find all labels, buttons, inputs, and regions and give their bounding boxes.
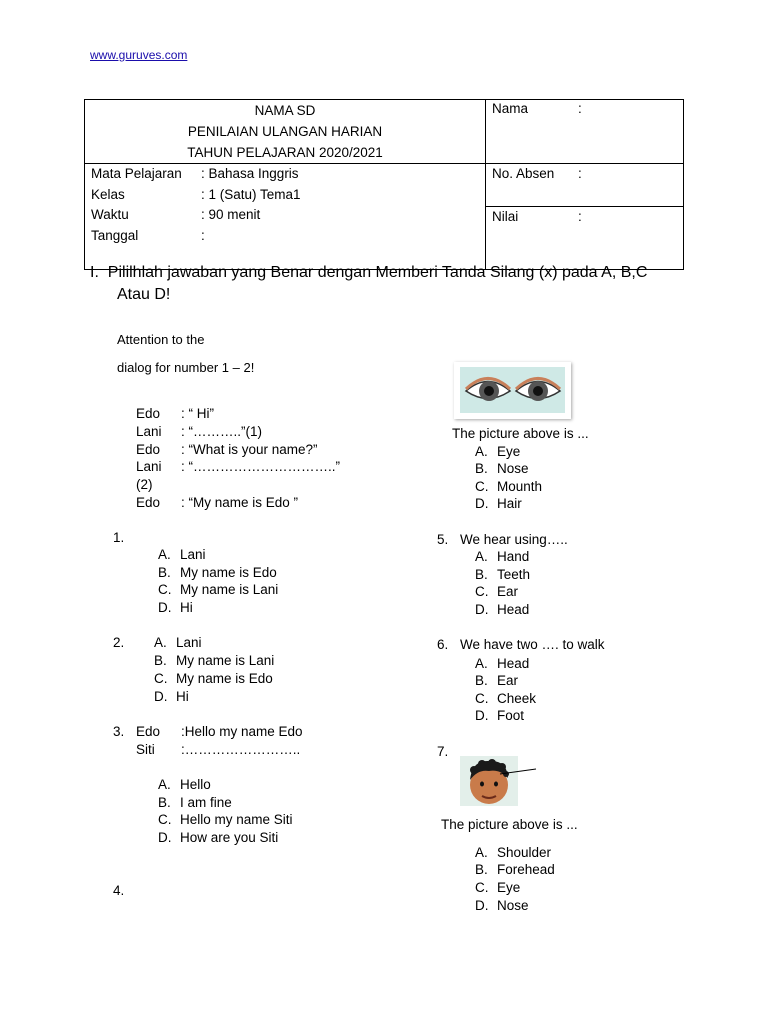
answer-option[interactable]: [475, 656, 529, 671]
question-text: We have two …. to walk: [460, 637, 605, 652]
option-text: Head: [497, 602, 530, 617]
option-text: My name is Edo: [180, 565, 277, 580]
question-number: 2.: [113, 635, 125, 650]
option-text: My name is Edo: [176, 671, 273, 686]
dialog-intro-line2: dialog for number 1 – 2!: [117, 360, 255, 375]
option-letter: B.: [475, 862, 488, 877]
face-picture: [460, 756, 538, 806]
name-label: Nama: [492, 101, 529, 116]
answer-option[interactable]: [475, 845, 551, 860]
info-label: Mata Pelajaran: [91, 166, 182, 181]
answer-option[interactable]: [475, 479, 542, 494]
option-text: Eye: [497, 880, 521, 895]
dialog-line: [136, 424, 262, 439]
option-text: How are you Siti: [180, 830, 279, 845]
option-letter: D.: [475, 602, 489, 617]
option-text: Shoulder: [497, 845, 552, 860]
option-letter: C.: [158, 582, 172, 597]
info-value: : 90 menit: [201, 207, 261, 222]
option-letter: D.: [154, 689, 168, 704]
option-text: Nose: [497, 898, 529, 913]
option-text: Forehead: [497, 862, 555, 877]
dialog-text: : “My name is Edo ”: [181, 495, 299, 510]
name-colon: :: [578, 101, 582, 116]
dialog-intro-line1: Attention to the: [117, 332, 205, 347]
info-row-subject: [85, 164, 485, 185]
answer-option[interactable]: [158, 795, 232, 810]
dialog-speaker: Siti: [136, 742, 155, 757]
dialog-text: : “…………………………..”: [181, 459, 340, 474]
score-colon: :: [578, 209, 582, 224]
option-letter: B.: [158, 565, 171, 580]
option-letter: B.: [154, 653, 167, 668]
info-label: Waktu: [91, 207, 129, 222]
option-text: Nose: [497, 461, 529, 476]
info-label: Kelas: [91, 186, 125, 202]
answer-option[interactable]: [158, 830, 278, 845]
option-letter: A.: [475, 549, 488, 564]
answer-option[interactable]: [154, 653, 274, 668]
dialog-text: : “What is your name?”: [181, 442, 318, 457]
section-number: I.: [90, 264, 99, 281]
option-text: Hi: [176, 689, 189, 704]
dialog-speaker: Edo: [136, 495, 161, 510]
option-text: Mounth: [497, 479, 543, 494]
question-number: 5.: [437, 532, 449, 547]
option-letter: C.: [475, 584, 489, 599]
answer-option[interactable]: [475, 880, 520, 895]
answer-option[interactable]: [158, 600, 193, 615]
dialog-text: :Hello my name Edo: [181, 724, 303, 739]
question-number: 6.: [437, 637, 449, 652]
question-number: 7.: [437, 744, 449, 759]
answer-option[interactable]: [475, 602, 529, 617]
dialog-line: [136, 459, 340, 474]
dialog-speaker: Lani: [136, 459, 162, 474]
option-letter: D.: [475, 496, 489, 511]
answer-option[interactable]: [158, 547, 206, 562]
answer-option[interactable]: [154, 671, 273, 686]
option-text: Hair: [497, 496, 522, 511]
answer-option[interactable]: [154, 689, 189, 704]
school-year: TAHUN PELAJARAN 2020/2021: [187, 145, 383, 160]
option-letter: B.: [475, 461, 488, 476]
answer-option[interactable]: [158, 565, 277, 580]
eyes-picture: [454, 362, 571, 419]
option-letter: A.: [475, 444, 488, 459]
option-text: My name is Lani: [176, 653, 275, 668]
answer-option[interactable]: [158, 582, 278, 597]
dialog-line: [136, 442, 318, 457]
option-letter: A.: [475, 845, 488, 860]
exam-header-table: [84, 99, 684, 270]
question-number: 4.: [113, 883, 125, 898]
answer-option[interactable]: [475, 549, 529, 564]
option-letter: B.: [475, 673, 488, 688]
option-letter: A.: [154, 635, 167, 650]
answer-option[interactable]: [475, 496, 522, 511]
question-5: [437, 532, 568, 547]
dialog-text: :……………………..: [181, 742, 301, 757]
eyes-illustration: [454, 362, 571, 419]
dialog-line: [136, 406, 214, 421]
dialog-line: [136, 477, 181, 492]
answer-option[interactable]: [475, 444, 520, 459]
option-letter: D.: [158, 600, 172, 615]
option-letter: D.: [475, 708, 489, 723]
absence-label: No. Absen: [492, 166, 555, 181]
school-name: NAMA SD: [254, 103, 316, 118]
option-letter: C.: [475, 691, 489, 706]
option-letter: D.: [158, 830, 172, 845]
picture-question-caption: The picture above is ...: [452, 426, 589, 441]
option-text: Ear: [497, 584, 519, 599]
answer-option[interactable]: [158, 812, 293, 827]
option-text: Hand: [497, 549, 530, 564]
option-text: I am fine: [180, 795, 232, 810]
question-6: [437, 637, 605, 652]
answer-option[interactable]: [475, 691, 536, 706]
option-letter: A.: [158, 777, 171, 792]
question-number: 1.: [113, 530, 125, 545]
dialog-speaker: Edo: [136, 724, 161, 739]
info-label: Tanggal: [91, 227, 139, 243]
info-row-date: [85, 226, 485, 247]
option-text: Foot: [497, 708, 525, 723]
section-instruction: [90, 262, 647, 284]
dialog-speaker: Edo: [136, 406, 161, 421]
instruction-line1: Pililhlah jawaban yang Benar dengan Memberi Tanda Silang (x) pada A, B,C: [107, 264, 648, 281]
answer-option[interactable]: [154, 635, 202, 650]
option-letter: C.: [154, 671, 168, 686]
option-text: Hello my name Siti: [180, 812, 293, 827]
question-text: We hear using…..: [460, 532, 568, 547]
info-row-time: [85, 205, 485, 226]
answer-option[interactable]: [475, 898, 529, 913]
exam-title: PENILAIAN ULANGAN HARIAN: [187, 124, 383, 139]
option-letter: A.: [158, 547, 171, 562]
info-value: : 1 (Satu) Tema1: [201, 186, 301, 202]
face-illustration: [460, 756, 538, 806]
option-text: Hi: [180, 600, 193, 615]
info-value: : Bahasa Inggris: [201, 166, 299, 181]
absence-colon: :: [578, 166, 582, 181]
exam-title-block: [85, 100, 486, 164]
answer-option[interactable]: [475, 673, 518, 688]
name-field[interactable]: [486, 100, 684, 164]
option-text: Lani: [176, 635, 202, 650]
option-text: Cheek: [497, 691, 537, 706]
option-letter: C.: [475, 880, 489, 895]
answer-option[interactable]: [158, 777, 211, 792]
score-label: Nilai: [492, 209, 519, 224]
dialog-text: : “………..”(1): [181, 424, 262, 439]
option-text: Hello: [180, 777, 211, 792]
option-letter: B.: [475, 567, 488, 582]
info-row-class: [85, 185, 485, 206]
dialog-speaker: Edo: [136, 442, 161, 457]
dialog-text: : “ Hi”: [181, 406, 214, 421]
info-value: :: [201, 227, 205, 243]
question-number: 3.: [113, 724, 125, 739]
answer-option[interactable]: [475, 708, 524, 723]
dialog-speaker: (2): [136, 477, 153, 492]
option-text: Lani: [180, 547, 206, 562]
option-letter: D.: [475, 898, 489, 913]
option-letter: B.: [158, 795, 171, 810]
dialog-line: [136, 495, 298, 510]
exam-info-block: [85, 164, 486, 270]
answer-option[interactable]: [475, 461, 529, 476]
answer-option[interactable]: [475, 584, 518, 599]
instruction-line2: Atau D!: [117, 286, 171, 303]
option-letter: C.: [158, 812, 172, 827]
score-field[interactable]: [486, 207, 684, 270]
absence-number-field[interactable]: [486, 164, 684, 207]
answer-option[interactable]: [475, 862, 555, 877]
option-text: Eye: [497, 444, 521, 459]
option-text: Ear: [497, 673, 519, 688]
option-letter: A.: [475, 656, 488, 671]
website-link[interactable]: www.guruves.com: [90, 48, 188, 62]
answer-option[interactable]: [475, 567, 530, 582]
option-text: Head: [497, 656, 530, 671]
q3-dialog-line1: [136, 724, 303, 739]
option-text: Teeth: [497, 567, 531, 582]
option-letter: C.: [475, 479, 489, 494]
q7-caption: The picture above is ...: [441, 817, 578, 832]
dialog-speaker: Lani: [136, 424, 162, 439]
option-text: My name is Lani: [180, 582, 279, 597]
q3-dialog-line2: [136, 742, 300, 757]
